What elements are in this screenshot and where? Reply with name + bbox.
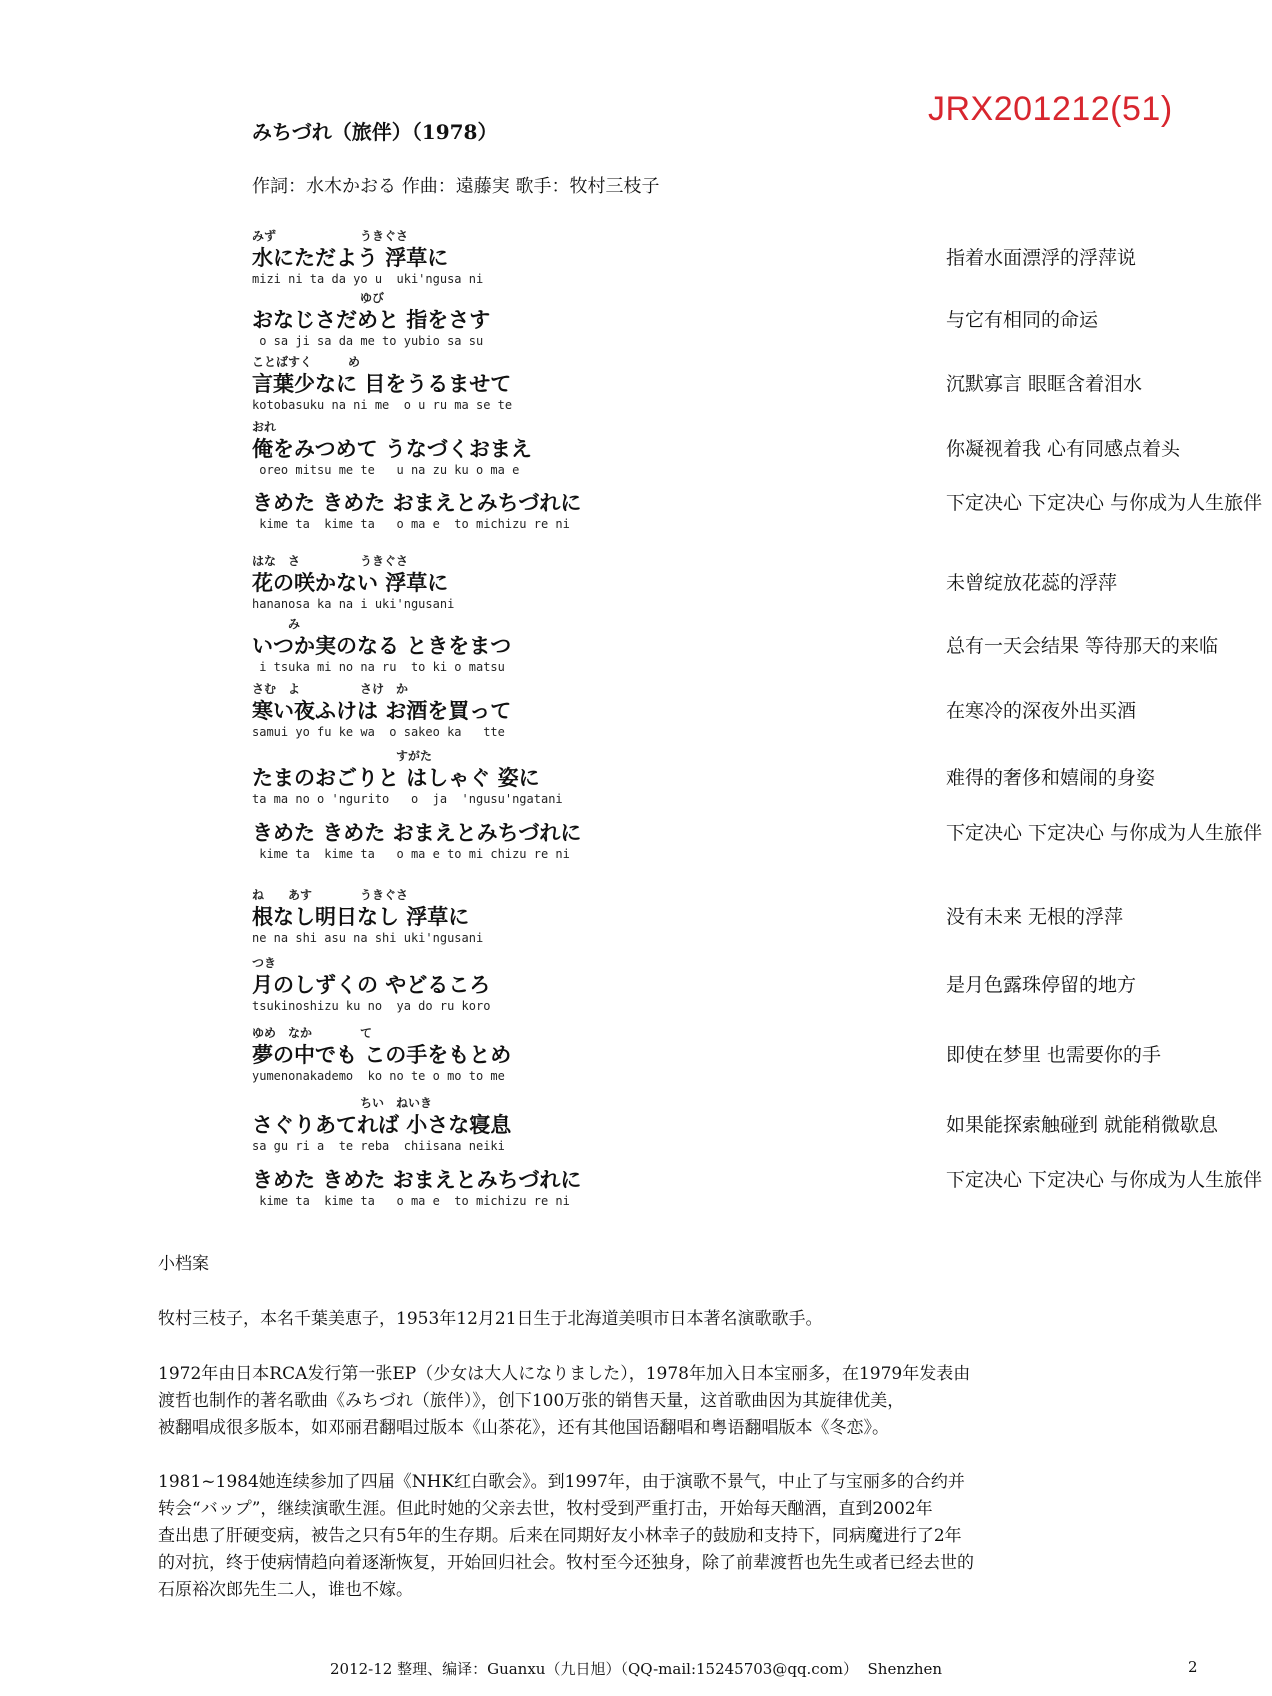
lyric-japanese: いつか実のなる ときをまつ: [252, 634, 512, 658]
lyric-romaji: o sa ji sa da me to yubio sa su: [252, 334, 484, 348]
lyric-chinese: 下定决心 下定决心 与你成为人生旅伴: [946, 1169, 1263, 1191]
profile-line: 1972年由日本RCA发行第一张EP（少女は大人になりました），1978年加入日本宝丽多，在1979年发表由: [158, 1364, 971, 1384]
lyric-romaji: kime ta kime ta o ma e to michizu re ni: [252, 517, 570, 531]
lyric-japanese: 俺をみつめて うなづくおまえ: [252, 437, 532, 461]
lyric-romaji: ne na shi asu na shi uki'ngusani: [252, 931, 484, 945]
profile-paragraph-2: [158, 1361, 1158, 1442]
lyric-line: [252, 290, 1192, 349]
lyric-japanese: きめた きめた おまえとみちづれに: [252, 1168, 582, 1192]
lyric-romaji: oreo mitsu me te u na zu ku o ma e: [252, 463, 520, 477]
lyric-romaji: hananosa ka na i uki'ngusani: [252, 597, 455, 611]
lyric-japanese: たまのおごりと はしゃぐ 姿に: [252, 766, 540, 790]
lyric-chinese: 下定决心 下定决心 与你成为人生旅伴: [946, 492, 1263, 514]
lyric-japanese: 花の咲かない 浮草に: [252, 571, 449, 595]
furigana: ね あす うきぐさ: [252, 888, 409, 902]
lyric-japanese: きめた きめた おまえとみちづれに: [252, 821, 582, 845]
furigana: ゆび: [252, 291, 385, 305]
lyric-japanese: 月のしずくの やどるころ: [252, 973, 491, 997]
profile-line: 1981~1984她连续参加了四届《NHK红白歌会》。到1997年，由于演歌不景气，中止了与宝丽多的合约并: [158, 1472, 965, 1492]
lyric-chinese: 沉默寡言 眼眶含着泪水: [946, 373, 1143, 395]
lyric-japanese: きめた きめた おまえとみちづれに: [252, 491, 582, 515]
lyric-line: [252, 681, 1192, 740]
lyric-line: [252, 228, 1192, 287]
lyric-chinese: 与它有相同的命运: [946, 309, 1099, 331]
lyric-chinese: 在寒冷的深夜外出买酒: [946, 700, 1137, 722]
lyric-chinese: 即使在梦里 也需要你的手: [946, 1044, 1162, 1066]
lyric-romaji: yumenonakademo ko no te o mo to me: [252, 1069, 505, 1083]
profile-line: 查出患了肝硬变病，被告之只有5年的生存期。后来在同期好友小林幸子的鼓励和支持下，同病魔进行了2年: [158, 1526, 962, 1546]
page-footer: 2012-12 整理、编译：Guanxu（九日旭）（QQ-mail:15245703@qq.com） Shenzhen: [330, 1660, 943, 1678]
lyric-chinese: 没有未来 无根的浮萍: [946, 906, 1124, 928]
lyric-japanese: 根なし明日なし 浮草に: [252, 905, 470, 929]
lyric-chinese: 未曾绽放花蕊的浮萍: [946, 572, 1118, 594]
profile-line: 牧村三枝子，本名千葉美恵子，1953年12月21日生于北海道美唄市日本著名演歌歌手。: [158, 1309, 823, 1329]
lyric-romaji: sa gu ri a te reba chiisana neiki: [252, 1139, 505, 1153]
song-title: みちづれ（旅伴）（1978）: [252, 120, 498, 144]
document-code: JRX201212(51): [928, 90, 1173, 128]
profile-line: 石原裕次郎先生二人，谁也不嫁。: [158, 1580, 413, 1600]
lyric-chinese: 如果能探索触碰到 就能稍微歇息: [946, 1114, 1219, 1136]
lyric-japanese: 夢の中でも この手をもとめ: [252, 1043, 512, 1067]
furigana: ことばすく め: [252, 355, 361, 369]
lyric-romaji: kime ta kime ta o ma e to mi chizu re ni: [252, 847, 570, 861]
profile-line: 的对抗，终于使病情趋向着逐渐恢复，开始回归社会。牧村至今还独身，除了前辈渡哲也先生或者已经去世的: [158, 1553, 974, 1573]
lyric-romaji: tsukinoshizu ku no ya do ru koro: [252, 999, 491, 1013]
lyric-japanese: さぐりあてれば 小さな寝息: [252, 1113, 512, 1137]
lyric-romaji: kotobasuku na ni me o u ru ma se te: [252, 398, 513, 412]
song-credits: 作詞：水木かおる 作曲：遠藤実 歌手：牧村三枝子: [252, 176, 660, 197]
lyric-romaji: mizi ni ta da yo u uki'ngusa ni: [252, 272, 484, 286]
furigana: み: [252, 617, 301, 631]
lyric-chinese: 指着水面漂浮的浮萍说: [946, 247, 1137, 269]
profile-heading: 小档案: [158, 1254, 209, 1274]
lyric-romaji: kime ta kime ta o ma e to michizu re ni: [252, 1194, 570, 1208]
furigana: さむ よ さけ か: [252, 682, 409, 696]
page-number: 2: [1188, 1658, 1198, 1676]
lyric-chinese: 难得的奢侈和嬉闹的身姿: [946, 767, 1156, 789]
lyric-line: [252, 887, 1192, 946]
lyric-chinese: 是月色露珠停留的地方: [946, 974, 1137, 996]
lyric-line: [252, 803, 1263, 862]
lyric-line: [252, 616, 1219, 675]
lyric-line: [252, 1025, 1192, 1084]
lyric-romaji: i tsuka mi no na ru to ki o matsu: [252, 660, 505, 674]
furigana: みず うきぐさ: [252, 229, 409, 243]
lyric-chinese: 你凝视着我 心有同感点着头: [946, 438, 1181, 460]
lyric-line: [252, 419, 1192, 478]
lyric-line: [252, 473, 1263, 532]
profile-line: 渡哲也制作的著名歌曲《みちづれ（旅伴）》，创下100万张的销售天量，这首歌曲因为其旋律优美，: [158, 1391, 905, 1411]
furigana: つき: [252, 956, 277, 970]
lyric-japanese: 言葉少なに 目をうるませて: [252, 372, 512, 396]
lyric-chinese: 总有一天会结果 等待那天的来临: [946, 635, 1219, 657]
lyric-line: [252, 354, 1192, 413]
furigana: ちい ねいき: [252, 1096, 433, 1110]
lyric-romaji: samui yo fu ke wa o sakeo ka tte: [252, 725, 505, 739]
furigana: [252, 473, 1192, 490]
furigana: [252, 1150, 1192, 1167]
lyric-japanese: おなじさだめと 指をさす: [252, 308, 491, 332]
furigana: はな さ うきぐさ: [252, 554, 409, 568]
lyric-chinese: 下定决心 下定决心 与你成为人生旅伴: [946, 822, 1263, 844]
profile-paragraph-3: [158, 1469, 1158, 1604]
furigana: すがた: [252, 749, 433, 763]
furigana: [252, 803, 1192, 820]
lyric-line: [252, 553, 1192, 612]
lyric-line: [252, 1150, 1263, 1209]
lyric-romaji: ta ma no o 'ngurito o ja 'ngusu'ngatani: [252, 792, 563, 806]
lyric-line: [252, 1095, 1219, 1154]
furigana: ゆめ なか て: [252, 1026, 373, 1040]
profile-paragraph-1: [158, 1306, 1158, 1333]
lyric-japanese: 寒い夜ふけは お酒を買って: [252, 699, 512, 723]
lyric-japanese: 水にただよう 浮草に: [252, 246, 449, 270]
lyric-line: [252, 955, 1192, 1014]
profile-line: 被翻唱成很多版本，如邓丽君翻唱过版本《山茶花》，还有其他国语翻唱和粤语翻唱版本《冬恋》。: [158, 1418, 889, 1438]
furigana: おれ: [252, 420, 277, 434]
profile-line: 转会“バップ”，继续演歌生涯。但此时她的父亲去世，牧村受到严重打击，开始每天酗酒，直到2002年: [158, 1499, 933, 1519]
lyric-line: [252, 748, 1192, 807]
